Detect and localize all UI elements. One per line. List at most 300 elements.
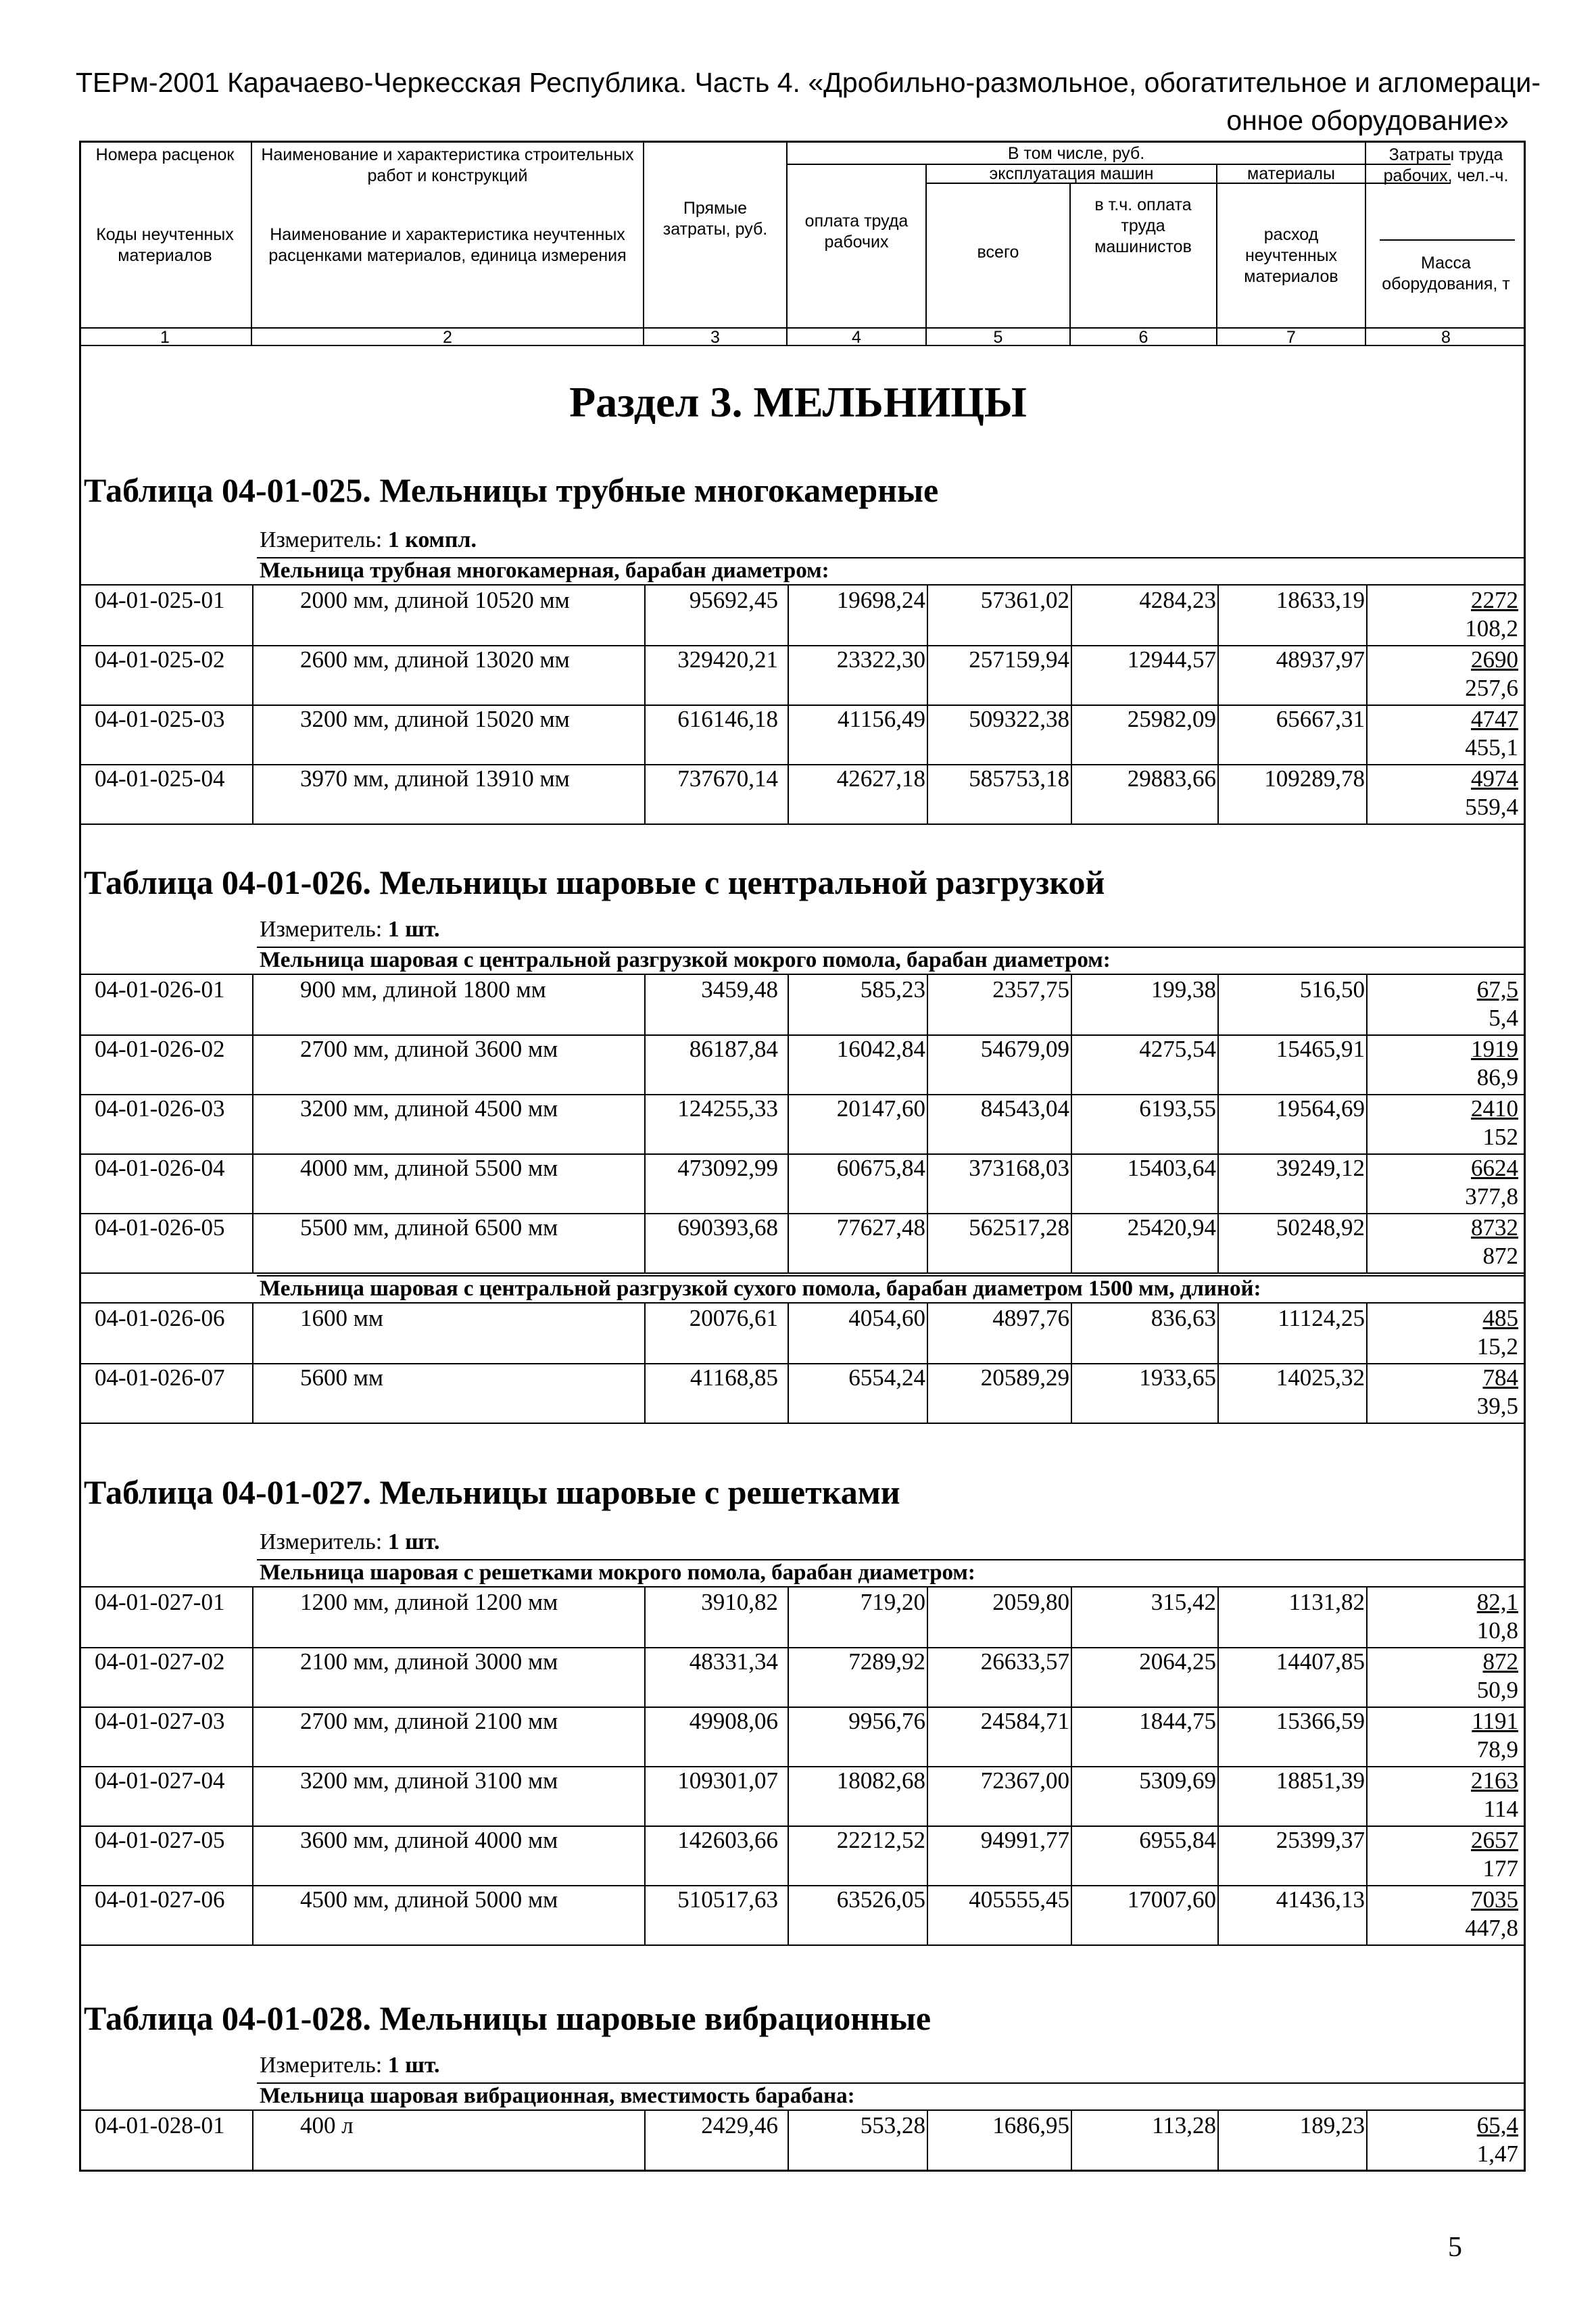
table-title: Таблица 04-01-025. Мельницы трубные многокамерные xyxy=(84,471,939,509)
column-rule xyxy=(1071,1705,1072,1766)
labor-pay: 585,23 xyxy=(860,976,925,1003)
rate-name: 3200 мм, длиной 3100 мм xyxy=(300,1767,558,1794)
labor-pay: 4054,60 xyxy=(848,1305,925,1331)
labor-hours: 1919 xyxy=(1471,1036,1518,1062)
column-rule xyxy=(644,644,646,705)
operators-pay: 836,63 xyxy=(1151,1305,1216,1331)
operators-pay: 6193,55 xyxy=(1139,1095,1216,1122)
column-rule xyxy=(788,644,789,705)
column-rule xyxy=(1217,2109,1219,2170)
header-material-codes: Коды неучтенных материалов xyxy=(96,225,234,265)
table-meter xyxy=(260,917,440,942)
column-rule xyxy=(1366,1152,1368,1213)
column-rule xyxy=(252,2109,253,2170)
column-rule xyxy=(788,2109,789,2170)
row-rule xyxy=(79,1944,1526,1946)
rate-name: 3600 мм, длиной 4000 мм xyxy=(300,1827,558,1853)
section-title: Раздел 3. МЕЛЬНИЦЫ xyxy=(569,378,1027,426)
rate-code: 04-01-026-06 xyxy=(95,1305,225,1331)
column-rule xyxy=(1071,703,1072,764)
operators-pay: 113,28 xyxy=(1152,2112,1216,2139)
labor-hours: 8732 xyxy=(1471,1214,1518,1241)
column-rule xyxy=(1217,1033,1219,1094)
column-rule xyxy=(1071,1152,1072,1213)
machine-total: 57361,02 xyxy=(980,587,1069,613)
column-rule xyxy=(927,1093,928,1153)
column-rule xyxy=(252,1705,253,1766)
table-title: Таблица 04-01-026. Мельницы шаровые с центральной разгрузкой xyxy=(84,863,1105,901)
column-rule xyxy=(1366,1212,1368,1272)
material-usage: 14407,85 xyxy=(1276,1648,1365,1675)
column-rule xyxy=(1217,1302,1219,1363)
labor-hours: 7035 xyxy=(1471,1886,1518,1913)
equipment-mass: 39,5 xyxy=(1476,1393,1518,1419)
rate-name: 2000 мм, длиной 10520 мм xyxy=(300,587,570,613)
rate-code: 04-01-026-03 xyxy=(95,1095,225,1122)
column-rule xyxy=(1217,1884,1219,1944)
document-title xyxy=(76,64,1541,139)
column-rule xyxy=(1366,2109,1368,2170)
operators-pay: 4275,54 xyxy=(1139,1036,1216,1062)
labor-pay: 18082,68 xyxy=(836,1767,925,1794)
rate-name: 2700 мм, длиной 2100 мм xyxy=(300,1708,558,1734)
column-rule xyxy=(644,1646,646,1707)
column-rule xyxy=(252,974,253,1034)
machine-total: 405555,45 xyxy=(969,1886,1069,1913)
column-rule xyxy=(644,1824,646,1885)
direct-cost: 690393,68 xyxy=(677,1214,778,1241)
meter-value: 1 шт. xyxy=(387,1529,440,1554)
column-rule xyxy=(927,1586,928,1647)
column-rule xyxy=(252,644,253,705)
labor-pay: 63526,05 xyxy=(836,1886,925,1913)
labor-pay: 16042,84 xyxy=(836,1036,925,1062)
column-rule xyxy=(1366,763,1368,824)
column-rule xyxy=(788,1093,789,1153)
column-rule xyxy=(252,1093,253,1153)
column-rule xyxy=(927,703,928,764)
rate-name: 4000 мм, длиной 5500 мм xyxy=(300,1155,558,1181)
direct-cost: 109301,07 xyxy=(677,1767,778,1794)
labor-hours: 2272 xyxy=(1471,587,1518,613)
column-rule xyxy=(252,584,253,645)
labor-hours: 485 xyxy=(1482,1305,1518,1331)
labor-hours: 1191 xyxy=(1472,1708,1518,1734)
column-rule xyxy=(644,1302,646,1363)
column-rule xyxy=(644,584,646,645)
column-number-2: 2 xyxy=(443,328,452,347)
labor-pay: 19698,24 xyxy=(836,587,925,613)
group-label: Мельница шаровая вибрационная, вместимость барабана: xyxy=(260,2084,855,2108)
operators-pay: 29883,66 xyxy=(1127,765,1216,792)
operators-pay: 1844,75 xyxy=(1139,1708,1216,1734)
column-rule xyxy=(927,974,928,1034)
header-direct-costs: Прямые затраты, руб. xyxy=(662,199,768,239)
column-rule xyxy=(788,1212,789,1272)
material-usage: 14025,32 xyxy=(1276,1364,1365,1391)
rate-code: 04-01-026-01 xyxy=(95,976,225,1003)
material-usage: 109289,78 xyxy=(1264,765,1365,792)
column-rule xyxy=(644,1884,646,1944)
labor-hours: 2410 xyxy=(1471,1095,1518,1122)
meter-value: 1 шт. xyxy=(387,917,440,942)
rate-name: 5600 мм xyxy=(300,1364,384,1391)
column-rule xyxy=(788,1152,789,1213)
group-label: Мельница шаровая с центральной разгрузкой сухого помола, барабан диаметром 1500 мм, длиной: xyxy=(260,1276,1261,1301)
row-rule xyxy=(79,824,1526,825)
rate-name: 3970 мм, длиной 13910 мм xyxy=(300,765,570,792)
column-rule xyxy=(1366,974,1368,1034)
labor-pay: 6554,24 xyxy=(848,1364,925,1391)
material-usage: 48937,97 xyxy=(1276,646,1365,673)
rate-code: 04-01-027-02 xyxy=(95,1648,225,1675)
material-usage: 41436,13 xyxy=(1276,1886,1365,1913)
header-material-usage: расход неучтенных материалов xyxy=(1244,225,1338,286)
column-rule xyxy=(644,763,646,824)
labor-hours: 65,4 xyxy=(1476,2112,1518,2139)
machine-total: 585753,18 xyxy=(969,765,1069,792)
rate-code: 04-01-026-04 xyxy=(95,1155,225,1181)
column-rule xyxy=(1217,763,1219,824)
rate-name: 2100 мм, длиной 3000 мм xyxy=(300,1648,558,1675)
machine-total: 20589,29 xyxy=(980,1364,1069,1391)
direct-cost: 142603,66 xyxy=(677,1827,778,1853)
column-rule xyxy=(1217,1586,1219,1647)
column-rule xyxy=(644,1152,646,1213)
direct-cost: 41168,85 xyxy=(690,1364,778,1391)
column-rule xyxy=(1217,644,1219,705)
column-rule xyxy=(1217,974,1219,1034)
rate-code: 04-01-025-03 xyxy=(95,706,225,732)
document-title-line-2: онное оборудование» xyxy=(1226,105,1509,136)
column-rule xyxy=(1217,1646,1219,1707)
rate-name: 4500 мм, длиной 5000 мм xyxy=(300,1886,558,1913)
column-rule xyxy=(788,1884,789,1944)
rate-code: 04-01-027-01 xyxy=(95,1589,225,1615)
column-rule xyxy=(1217,1824,1219,1885)
column-rule xyxy=(927,1033,928,1094)
column-rule xyxy=(644,1765,646,1825)
equipment-mass: 15,2 xyxy=(1476,1333,1518,1360)
group-rule xyxy=(79,584,1526,586)
equipment-mass: 447,8 xyxy=(1465,1915,1518,1941)
rate-code: 04-01-026-05 xyxy=(95,1214,225,1241)
material-usage: 18633,19 xyxy=(1276,587,1365,613)
operators-pay: 25420,94 xyxy=(1127,1214,1216,1241)
group-label: Мельница шаровая с центральной разгрузкой мокрого помола, барабан диаметром: xyxy=(260,948,1111,972)
direct-cost: 510517,63 xyxy=(677,1886,778,1913)
labor-hours: 2163 xyxy=(1471,1767,1518,1794)
column-rule xyxy=(252,1302,253,1363)
column-rule xyxy=(1071,1093,1072,1153)
labor-hours: 4747 xyxy=(1471,706,1518,732)
row-rule xyxy=(79,1423,1526,1424)
labor-hours: 6624 xyxy=(1471,1155,1518,1181)
group-rule xyxy=(79,1586,1526,1588)
material-usage: 39249,12 xyxy=(1276,1155,1365,1181)
column-number-8: 8 xyxy=(1441,328,1451,347)
column-number-3: 3 xyxy=(710,328,720,347)
column-rule xyxy=(1071,1362,1072,1423)
labor-hours: 82,1 xyxy=(1476,1589,1518,1615)
column-rule xyxy=(1071,763,1072,824)
equipment-mass: 559,4 xyxy=(1465,794,1518,820)
machine-total: 24584,71 xyxy=(980,1708,1069,1734)
machine-total: 257159,94 xyxy=(969,646,1069,673)
direct-cost: 616146,18 xyxy=(677,706,778,732)
rate-name: 2700 мм, длиной 3600 мм xyxy=(300,1036,558,1062)
equipment-mass: 872 xyxy=(1482,1243,1518,1269)
column-rule xyxy=(252,1646,253,1707)
column-rule xyxy=(1366,1765,1368,1825)
meter-label: Измеритель: xyxy=(260,527,383,552)
operators-pay: 25982,09 xyxy=(1127,706,1216,732)
column-rule xyxy=(644,1093,646,1153)
column-rule xyxy=(1071,1033,1072,1094)
labor-pay: 60675,84 xyxy=(836,1155,925,1181)
column-rule xyxy=(1071,1646,1072,1707)
column-rule xyxy=(644,1586,646,1647)
meter-label: Измеритель: xyxy=(260,917,383,942)
rate-code: 04-01-026-07 xyxy=(95,1364,225,1391)
column-rule xyxy=(927,1152,928,1213)
column-rule xyxy=(927,1362,928,1423)
document-title-line-1: ТЕРм-2001 Карачаево-Черкесская Республика. Часть 4. «Дробильно-размольное, обогатительное и агломераци- xyxy=(76,67,1541,98)
row-rule xyxy=(79,2170,1526,2172)
column-rule xyxy=(644,974,646,1034)
rate-name: 3200 мм, длиной 15020 мм xyxy=(300,706,570,732)
column-rule xyxy=(1071,974,1072,1034)
labor-hours: 67,5 xyxy=(1476,976,1518,1003)
operators-pay: 4284,23 xyxy=(1139,587,1216,613)
column-rule xyxy=(788,974,789,1034)
header-material-name: Наименование и характеристика неучтенных расценками материалов, единица измерения xyxy=(268,225,627,265)
table-title: Таблица 04-01-028. Мельницы шаровые вибрационные xyxy=(84,1999,932,2037)
direct-cost: 3459,48 xyxy=(701,976,778,1003)
table-meter xyxy=(260,1529,440,1555)
group-rule xyxy=(79,1302,1526,1304)
labor-pay: 41156,49 xyxy=(838,706,925,732)
machine-total: 26633,57 xyxy=(980,1648,1069,1675)
machine-total: 373168,03 xyxy=(969,1155,1069,1181)
column-rule xyxy=(927,644,928,705)
column-number-6: 6 xyxy=(1138,328,1148,347)
machine-total: 509322,38 xyxy=(969,706,1069,732)
material-usage: 25399,37 xyxy=(1276,1827,1365,1853)
meter-value: 1 шт. xyxy=(387,2053,440,2078)
labor-hours: 784 xyxy=(1482,1364,1518,1391)
machine-total: 72367,00 xyxy=(980,1767,1069,1794)
machine-total: 2357,75 xyxy=(992,976,1069,1003)
header-operators-pay: в т.ч. оплата труда машинистов xyxy=(1094,195,1192,256)
column-rule xyxy=(1366,1824,1368,1885)
direct-cost: 329420,21 xyxy=(677,646,778,673)
material-usage: 50248,92 xyxy=(1276,1214,1365,1241)
material-usage: 189,23 xyxy=(1299,2112,1365,2139)
column-rule xyxy=(1071,1212,1072,1272)
column-number-5: 5 xyxy=(993,328,1003,347)
meter-label: Измеритель: xyxy=(260,1529,383,1554)
column-rule xyxy=(1366,1093,1368,1153)
header-labor-hours: Затраты труда рабочих, чел.-ч. xyxy=(1383,145,1509,185)
operators-pay: 315,42 xyxy=(1151,1589,1216,1615)
labor-pay: 23322,30 xyxy=(836,646,925,673)
column-rule xyxy=(927,763,928,824)
column-rule xyxy=(1217,1152,1219,1213)
column-rule xyxy=(644,1362,646,1423)
column-rule xyxy=(1366,1586,1368,1647)
operators-pay: 12944,57 xyxy=(1127,646,1216,673)
column-rule xyxy=(644,2109,646,2170)
page-number: 5 xyxy=(1448,2232,1462,2263)
equipment-mass: 455,1 xyxy=(1465,734,1518,761)
column-rule xyxy=(788,1765,789,1825)
column-rule xyxy=(1366,644,1368,705)
rate-name: 400 л xyxy=(300,2112,354,2139)
column-rule xyxy=(252,1033,253,1094)
material-usage: 19564,69 xyxy=(1276,1095,1365,1122)
equipment-mass: 108,2 xyxy=(1465,615,1518,642)
machine-total: 1686,95 xyxy=(992,2112,1069,2139)
column-rule xyxy=(1217,584,1219,645)
material-usage: 516,50 xyxy=(1299,976,1365,1003)
rate-name: 5500 мм, длиной 6500 мм xyxy=(300,1214,558,1241)
labor-pay: 9956,76 xyxy=(848,1708,925,1734)
column-rule xyxy=(1366,1884,1368,1944)
header-machine-operation: эксплуатация машин xyxy=(989,164,1154,183)
labor-pay: 553,28 xyxy=(860,2112,925,2139)
operators-pay: 6955,84 xyxy=(1139,1827,1216,1853)
column-rule xyxy=(252,1212,253,1272)
rate-name: 3200 мм, длиной 4500 мм xyxy=(300,1095,558,1122)
column-rule xyxy=(927,1705,928,1766)
column-rule xyxy=(252,763,253,824)
column-rule xyxy=(1071,2109,1072,2170)
group-label: Мельница шаровая с решетками мокрого помола, барабан диаметром: xyxy=(260,1560,975,1585)
direct-cost: 49908,06 xyxy=(689,1708,778,1734)
column-rule xyxy=(927,1884,928,1944)
operators-pay: 15403,64 xyxy=(1127,1155,1216,1181)
rate-code: 04-01-025-01 xyxy=(95,587,225,613)
column-rule xyxy=(1366,1362,1368,1423)
labor-hours: 872 xyxy=(1482,1648,1518,1675)
column-rule xyxy=(644,1705,646,1766)
rate-name: 2600 мм, длиной 13020 мм xyxy=(300,646,570,673)
equipment-mass: 1,47 xyxy=(1476,2141,1518,2167)
column-rule xyxy=(788,1705,789,1766)
meter-label: Измеритель: xyxy=(260,2053,383,2078)
direct-cost: 86187,84 xyxy=(689,1036,778,1062)
direct-cost: 124255,33 xyxy=(677,1095,778,1122)
material-usage: 11124,25 xyxy=(1278,1305,1365,1331)
column-rule xyxy=(788,1362,789,1423)
row-rule xyxy=(79,1272,1526,1274)
table-meter xyxy=(260,2053,440,2078)
equipment-mass: 78,9 xyxy=(1476,1736,1518,1763)
labor-pay: 719,20 xyxy=(860,1589,925,1615)
column-rule xyxy=(788,584,789,645)
material-usage: 65667,31 xyxy=(1276,706,1365,732)
column-rule xyxy=(788,763,789,824)
direct-cost: 473092,99 xyxy=(677,1155,778,1181)
labor-pay: 42627,18 xyxy=(836,765,925,792)
rate-name: 1200 мм, длиной 1200 мм xyxy=(300,1589,558,1615)
column-rule xyxy=(1217,1093,1219,1153)
column-rule xyxy=(252,1152,253,1213)
column-rule xyxy=(1071,1586,1072,1647)
column-rule xyxy=(1071,584,1072,645)
column-rule xyxy=(252,1586,253,1647)
column-rule xyxy=(1366,1033,1368,1094)
group-rule xyxy=(79,2109,1526,2111)
rate-code: 04-01-027-04 xyxy=(95,1767,225,1794)
equipment-mass: 177 xyxy=(1482,1855,1518,1882)
material-usage: 15366,59 xyxy=(1276,1708,1365,1734)
operators-pay: 199,38 xyxy=(1151,976,1216,1003)
equipment-mass: 114 xyxy=(1483,1796,1518,1822)
machine-total: 94991,77 xyxy=(980,1827,1069,1853)
column-rule xyxy=(1366,703,1368,764)
operators-pay: 5309,69 xyxy=(1139,1767,1216,1794)
direct-cost: 737670,14 xyxy=(677,765,778,792)
rate-code: 04-01-025-02 xyxy=(95,646,225,673)
rate-code: 04-01-027-06 xyxy=(95,1886,225,1913)
column-number-7: 7 xyxy=(1286,328,1296,347)
header-materials: материалы xyxy=(1247,164,1335,183)
column-rule xyxy=(1071,1884,1072,1944)
operators-pay: 2064,25 xyxy=(1139,1648,1216,1675)
column-rule xyxy=(1217,1212,1219,1272)
rate-code: 04-01-027-03 xyxy=(95,1708,225,1734)
column-rule xyxy=(1217,1705,1219,1766)
group-rule xyxy=(79,974,1526,975)
rate-code: 04-01-025-04 xyxy=(95,765,225,792)
header-including: В том числе, руб. xyxy=(1007,144,1145,163)
table-title: Таблица 04-01-027. Мельницы шаровые с решетками xyxy=(84,1473,900,1511)
direct-cost: 20076,61 xyxy=(689,1305,778,1331)
column-rule xyxy=(788,1586,789,1647)
machine-total: 2059,80 xyxy=(992,1589,1069,1615)
operators-pay: 1933,65 xyxy=(1139,1364,1216,1391)
table-meter xyxy=(260,527,477,553)
machine-total: 54679,09 xyxy=(980,1036,1069,1062)
meter-value: 1 компл. xyxy=(387,527,477,552)
machine-total: 562517,28 xyxy=(969,1214,1069,1241)
column-rule xyxy=(1217,703,1219,764)
labor-pay: 22212,52 xyxy=(836,1827,925,1853)
header-work-name: Наименование и характеристика строительных работ и конструкций xyxy=(261,145,634,185)
material-usage: 15465,91 xyxy=(1276,1036,1365,1062)
rate-code: 04-01-028-01 xyxy=(95,2112,225,2139)
labor-pay: 20147,60 xyxy=(836,1095,925,1122)
labor-hours: 2657 xyxy=(1471,1827,1518,1853)
rate-name: 900 мм, длиной 1800 мм xyxy=(300,976,546,1003)
column-rule xyxy=(1366,584,1368,645)
direct-cost: 3910,82 xyxy=(701,1589,778,1615)
column-rule xyxy=(1366,1705,1368,1766)
column-rule xyxy=(927,2109,928,2170)
column-rule xyxy=(927,584,928,645)
column-rule xyxy=(927,1302,928,1363)
direct-cost: 95692,45 xyxy=(689,587,778,613)
rate-code: 04-01-027-05 xyxy=(95,1827,225,1853)
direct-cost: 48331,34 xyxy=(689,1648,778,1675)
column-rule xyxy=(927,1646,928,1707)
column-rule xyxy=(644,1212,646,1272)
column-number-4: 4 xyxy=(852,328,861,347)
column-rule xyxy=(927,1765,928,1825)
column-rule xyxy=(788,1646,789,1707)
